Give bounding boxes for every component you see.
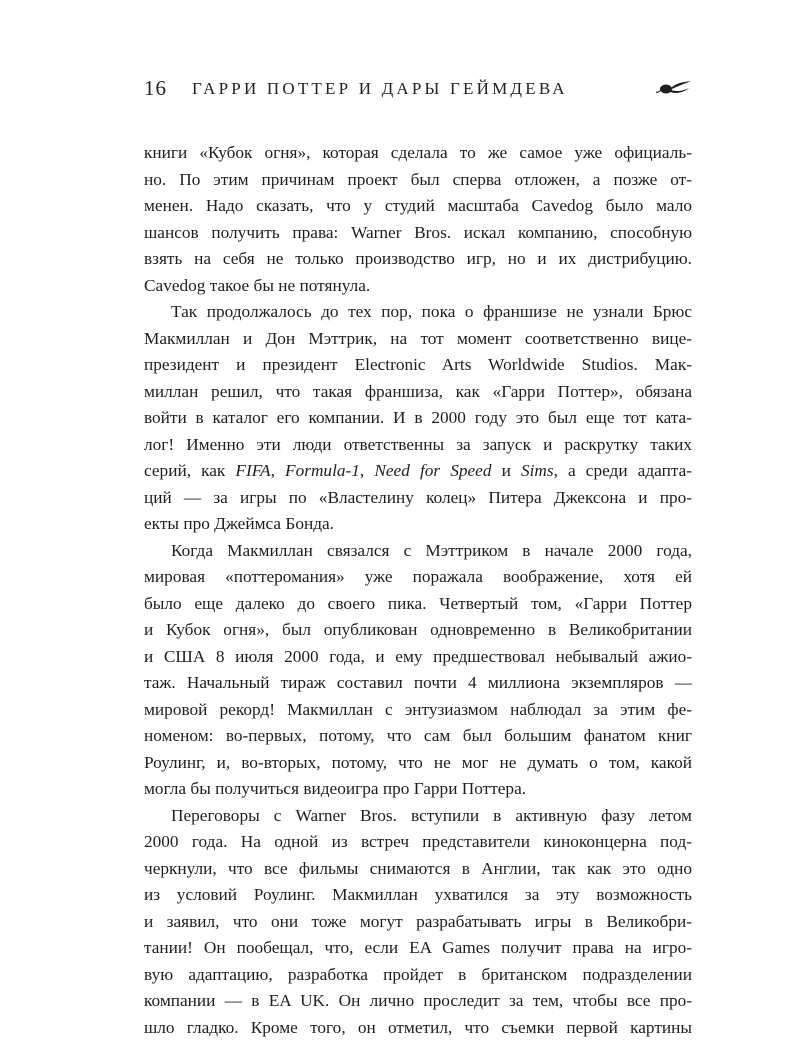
text-line: шло гладко. Кроме того, он отметил, что съемки первой картины — [144, 1015, 692, 1041]
snitch-ornament-icon — [656, 80, 692, 96]
text-line: но. По этим причинам проект был сперва отложен, а позже от- — [144, 167, 692, 194]
text-line: из условий Роулинг. Макмиллан ухватился за эту возможность — [144, 882, 692, 909]
text-line: Cavedog такое бы не потянула. — [144, 273, 692, 300]
text-line: мировая «поттеромания» уже поражала воображение, хотя ей — [144, 564, 692, 591]
text-line: и США 8 июля 2000 года, и ему предшествовал небывалый ажио- — [144, 644, 692, 671]
text-line: Когда Макмиллан связался с Мэттриком в начале 2000 года, — [144, 538, 692, 565]
text-line: таж. Начальный тираж составил почти 4 миллиона экземпляров — — [144, 670, 692, 697]
text-line: 2000 года. На одной из встреч представители киноконцерна под- — [144, 829, 692, 856]
text-line: Роулинг, и, во-вторых, потому, что не мог не думать о том, какой — [144, 750, 692, 777]
running-title: ГАРРИ ПОТТЕР И ДАРЫ ГЕЙМДЕВА — [192, 79, 568, 99]
text-line: серий, как FIFA, Formula-1, Need for Speed и Sims, а среди адапта- — [144, 458, 692, 485]
text-line: было еще далеко до своего пика. Четвертый том, «Гарри Поттер — [144, 591, 692, 618]
text-line: книги «Кубок огня», которая сделала то же самое уже официаль- — [144, 140, 692, 167]
text-line: Переговоры с Warner Bros. вступили в активную фазу летом — [144, 803, 692, 830]
text-line: вую адаптацию, разработка пройдет в британском подразделении — [144, 962, 692, 989]
text-line: войти в каталог его компании. И в 2000 году это был еще тот ката- — [144, 405, 692, 432]
text-line: могла бы получиться видеоигра про Гарри Поттера. — [144, 776, 692, 803]
text-line: Так продолжалось до тех пор, пока о франшизе не узнали Брюс — [144, 299, 692, 326]
text-line: Макмиллан и Дон Мэттрик, на тот момент соответственно вице- — [144, 326, 692, 353]
body-text — [144, 140, 692, 1041]
text-line: и заявил, что они тоже могут разрабатывать игры в Великобри- — [144, 909, 692, 936]
text-line: миллан решил, что такая франшиза, как «Гарри Поттер», обязана — [144, 379, 692, 406]
page-header — [144, 76, 692, 104]
text-line: менен. Надо сказать, что у студий масштаба Cavedog было мало — [144, 193, 692, 220]
text-line: президент и президент Electronic Arts Worldwide Studios. Мак- — [144, 352, 692, 379]
text-line: ций — за игры по «Властелину колец» Питера Джексона и про- — [144, 485, 692, 512]
text-line: взять на себя не только производство игр, но и их дистрибуцию. — [144, 246, 692, 273]
page-number: 16 — [144, 76, 167, 101]
text-line: черкнули, что все фильмы снимаются в Англии, так как это одно — [144, 856, 692, 883]
text-line: шансов получить права: Warner Bros. искал компанию, способную — [144, 220, 692, 247]
text-line: мировой рекорд! Макмиллан с энтузиазмом наблюдал за этим фе- — [144, 697, 692, 724]
text-line: и Кубок огня», был опубликован одновременно в Великобритании — [144, 617, 692, 644]
text-line: компании — в EA UK. Он лично проследит за тем, чтобы все про- — [144, 988, 692, 1015]
text-line: тании! Он пообещал, что, если EA Games получит права на игро- — [144, 935, 692, 962]
text-line: номеном: во-первых, потому, что сам был большим фанатом книг — [144, 723, 692, 750]
text-line: лог! Именно эти люди ответственны за запуск и раскрутку таких — [144, 432, 692, 459]
text-line: екты про Джеймса Бонда. — [144, 511, 692, 538]
